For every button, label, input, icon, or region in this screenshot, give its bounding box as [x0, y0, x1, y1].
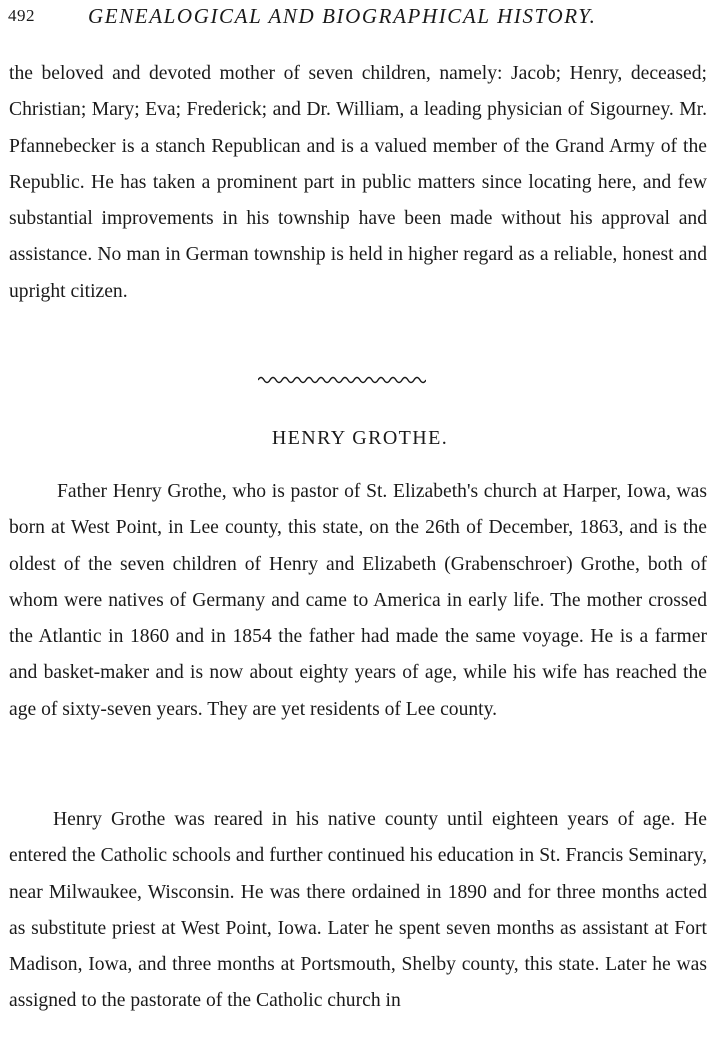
continued-paragraph: the beloved and devoted mother of seven children, namely: Jacob; Henry, deceased; Christian; Mary; Eva; Frederick; and Dr. William, a leading physician of Sigourney. Mr. Pfannebecker is a stanch Republican and is a valued member of the Grand Army of the Republic. He has taken a prominent part in public matters since locating here, and few substantial improvements in his township have been made without his approval and assistance. No man in German township is held in higher regard as a reliable, honest and upright citizen. [9, 63, 707, 302]
intro-paragraph: Father Henry Grothe, who is pastor of St. Elizabeth's church at Harper, Iowa, was born at West Point, in Lee county, this state, on the 26th of December, 1863, and is the oldest of the seven children of Henry and Elizabeth (Grabenschroer) Grothe, both of whom were natives of Germany and came to America in early life. The mother crossed the Atlantic in 1860 and in 1854 the father had made the same voyage. He is a farmer and basket-maker and is now about eighty years of age, while his wife has reached the age of sixty-seven years. They are yet residents of Lee county. [9, 481, 707, 720]
education-paragraph: Henry Grothe was reared in his native county until eighteen years of age. He entered the Catholic schools and further continued his education in St. Francis Seminary, near Milwaukee, Wisconsin. He was there ordained in 1890 and for three months acted as substitute priest at West Point, Iowa. Later he spent seven months as assistant at Fort Madison, Iowa, and three months at Portsmouth, Shelby county, this state. Later he was assigned to the pastorate of the Catholic church in [9, 809, 707, 1012]
page-header [8, 4, 712, 32]
ornamental-divider [258, 374, 426, 386]
section-title: HENRY GROTHE. [271, 427, 449, 449]
running-title: GENEALOGICAL AND BIOGRAPHICAL HISTORY. [88, 4, 597, 28]
page-number: 492 [8, 6, 35, 25]
